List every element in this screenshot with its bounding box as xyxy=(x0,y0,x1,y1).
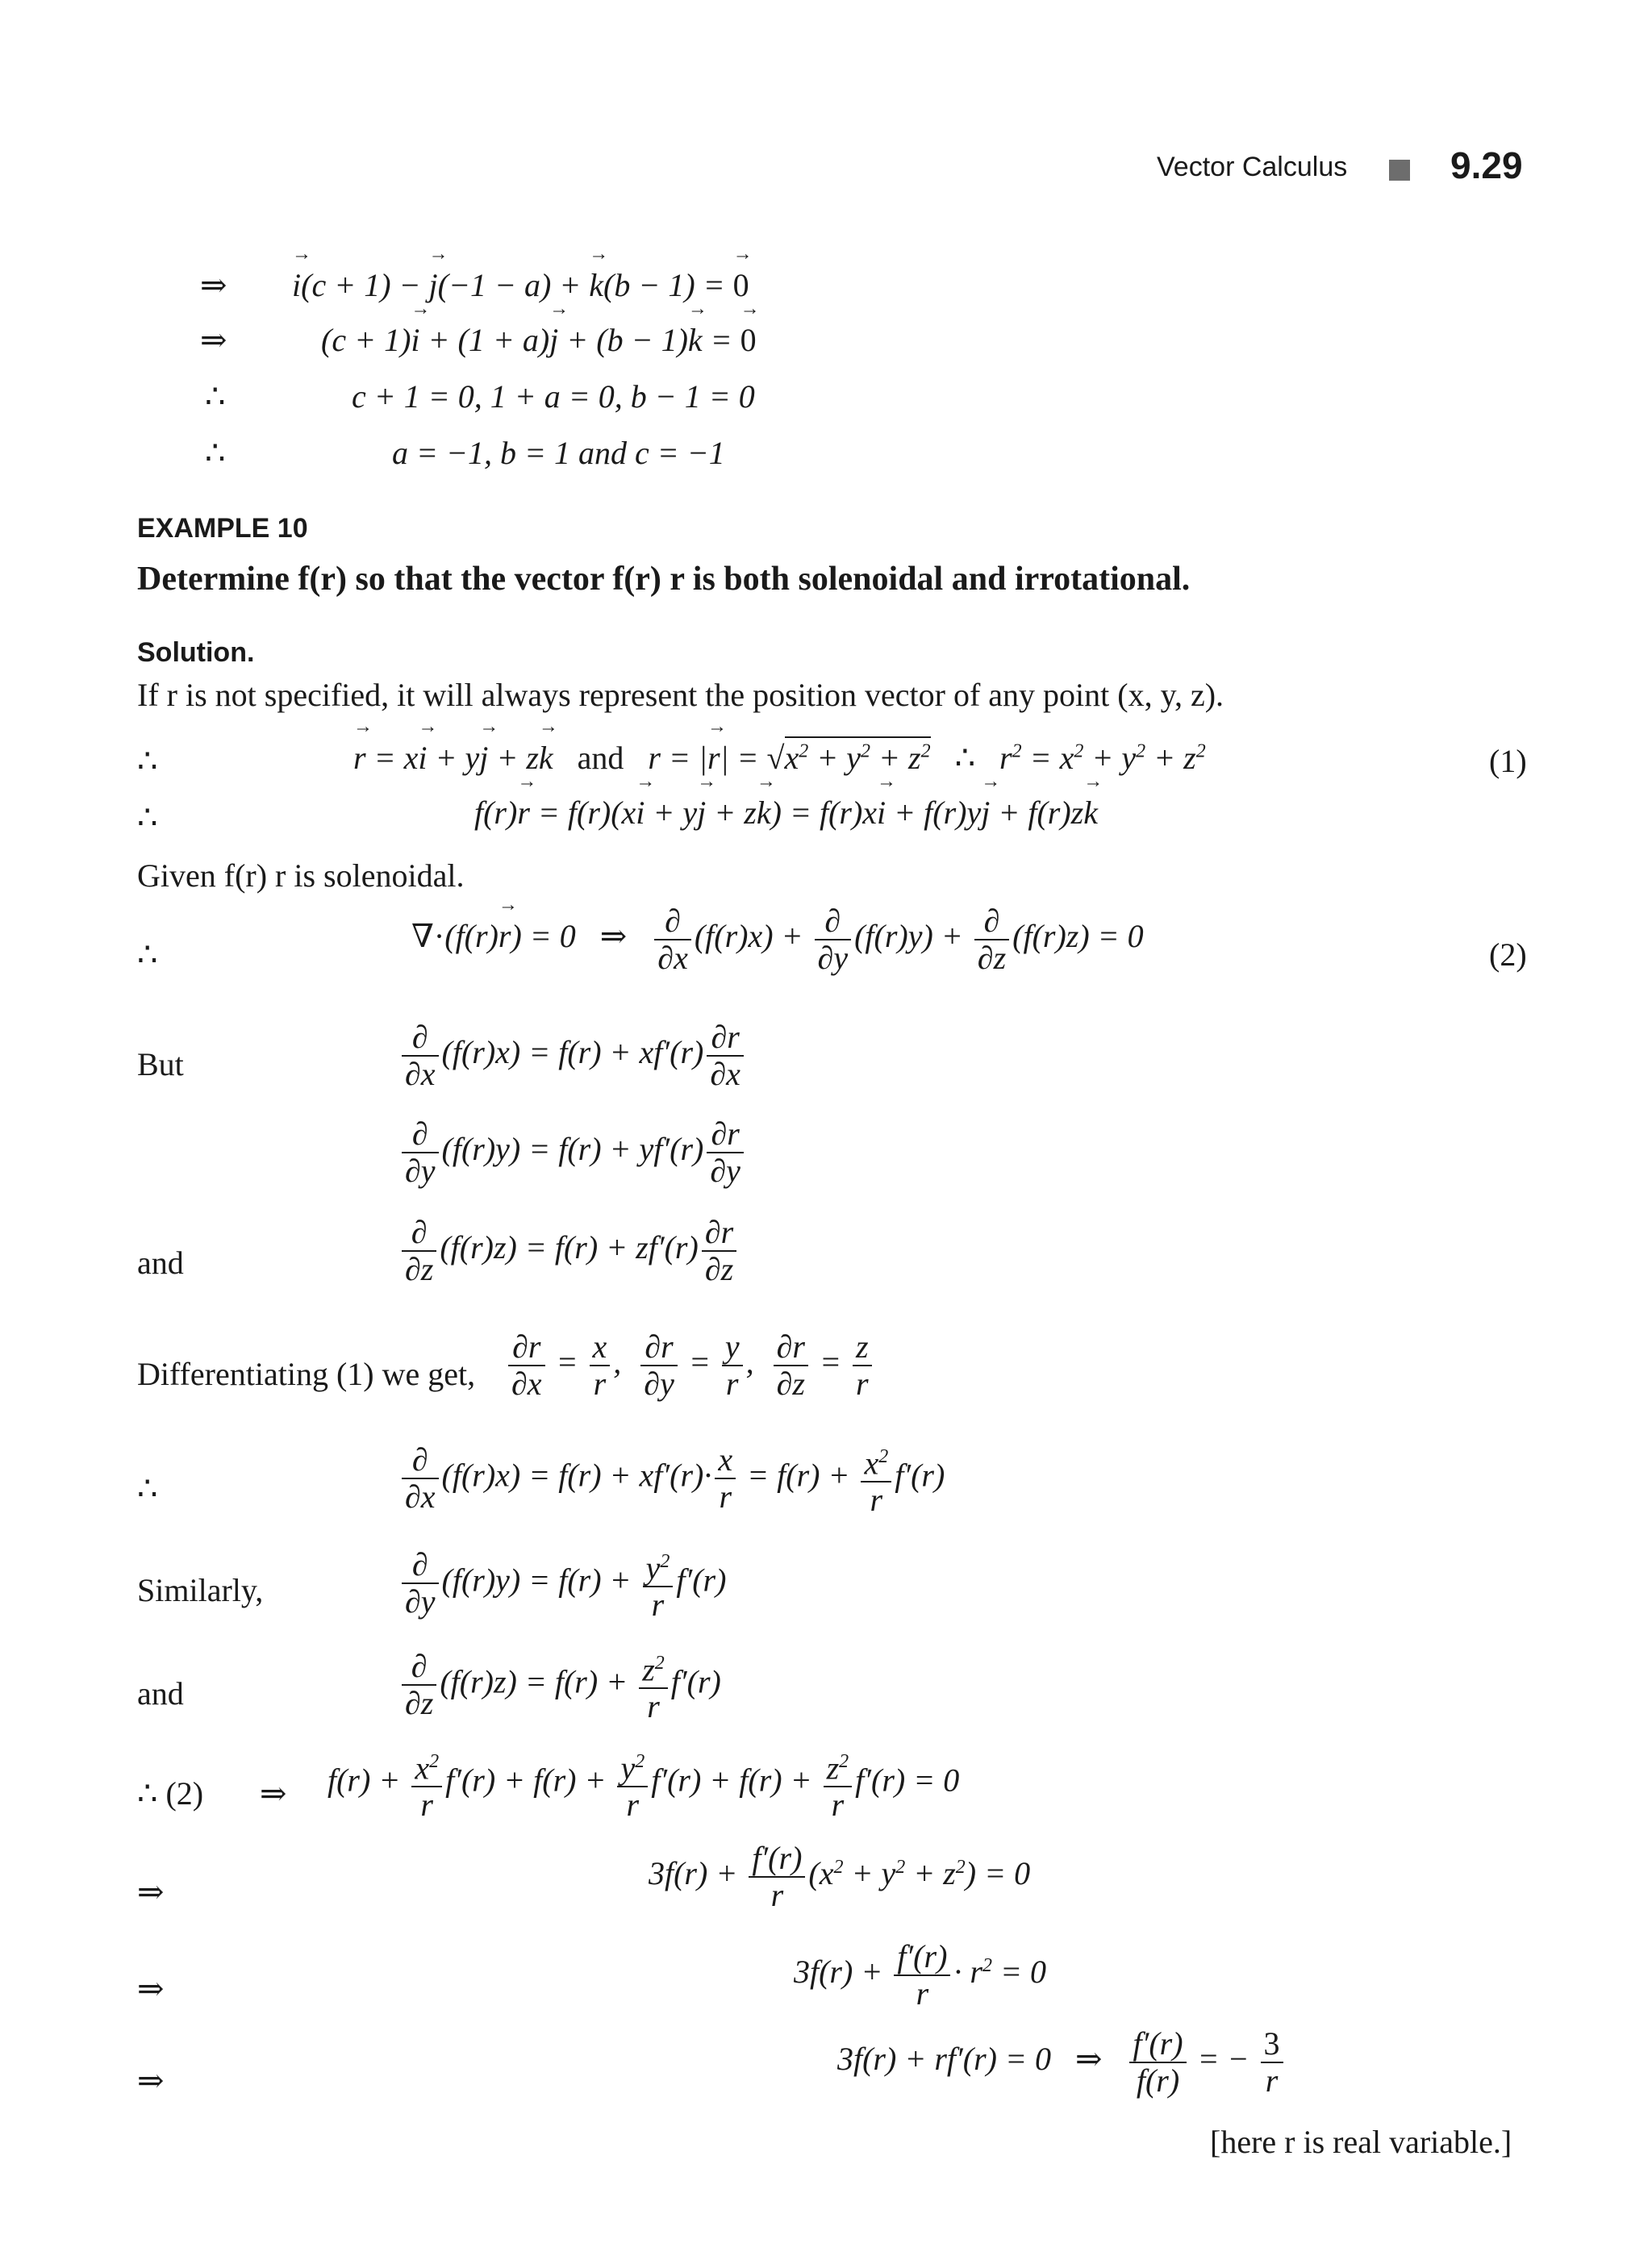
therefore-symbol: ∴ xyxy=(137,1470,158,1507)
equation-sub-y: $\frac{\partial}{\partial y}$ (f(r)y) = f(r) + $\frac{y^2}{r}$ f′(r) xyxy=(398,1544,726,1623)
and-label: and xyxy=(137,1245,184,1281)
therefore-symbol: ∴ xyxy=(137,936,158,973)
therefore-eq2-label: ∴ (2) xyxy=(137,1775,204,1812)
running-header-title: Vector Calculus xyxy=(1157,152,1348,182)
equation-expand: f(r)→ r = f(r)(x→ i + y→ j + z→ k) = f(r)x→ i + f(r)y→ j + f(r)z→ k xyxy=(474,794,1098,832)
implies-symbol: ⇒ xyxy=(137,1970,165,2007)
similarly-label: Similarly, xyxy=(137,1572,264,1608)
implies-symbol: ⇒ xyxy=(137,2062,165,2099)
equation-sum: f(r) + $\frac{x^2}{r}$ f′(r) + f(r) + $\frac{y^2}{r}$ f′(r) + f(r) + $\frac{z^2}{r}$ f′(r) = 0 xyxy=(327,1744,959,1823)
equation-partial-z: $\frac{\partial}{\partial z}$ (f(r)z) = f(r) + zf′(r) $\frac{\partial r}{\partial z}$ xyxy=(398,1215,740,1287)
implies-symbol: ⇒ xyxy=(137,1874,165,1910)
equation-r-squared: 3f(r) + $\frac{f'(r)}{r}$ · $r^2 = 0$ xyxy=(794,1938,1046,2012)
equation-sub-z: $\frac{\partial}{\partial z}$ (f(r)z) = f(r) + $\frac{z^2}{r}$ f′(r) xyxy=(398,1645,721,1724)
page-number: 9.29 xyxy=(1450,144,1523,186)
equation-line: (c + 1)→ i + (1 + a)→ j + (b − 1)→ k = → 0 xyxy=(321,321,757,359)
but-label: But xyxy=(137,1046,184,1082)
equation-number: (1) xyxy=(1489,743,1527,779)
example-statement: Determine f(r) so that the vector f(r) r is both solenoidal and irrotational. xyxy=(137,561,1191,598)
solution-label: Solution. xyxy=(137,637,255,668)
and-label: and xyxy=(137,1675,184,1712)
equation-position-vector: → r = x→ i + y→ j + z→ k and r = |→ $r| = √x^2 + y^2 + z^2$ ∴ $r^2 = x^2 + y^2 + z^2$ xyxy=(353,739,1206,777)
equation-final: 3f(r) + rf′(r) = 0 ⇒ $\frac{f'(r)}{f(r)}$ = − $\frac{3}{r}$ xyxy=(837,2026,1287,2099)
header-separator-square xyxy=(1389,160,1410,181)
equation-partials-r: $\frac{\partial r}{\partial x}$ = $\frac{x}{r}$ , $\frac{\partial r}{\partial y}$ = $\frac{y}{r}$ , $\frac{\partial r}{\partial z}$ = $\frac{z}{r}$ xyxy=(505,1329,875,1402)
implies-symbol: ⇒ xyxy=(260,1775,287,1812)
example-label: EXAMPLE 10 xyxy=(137,513,308,544)
therefore-symbol: ∴ xyxy=(205,378,226,415)
equation-line: c + 1 = 0, 1 + a = 0, b − 1 = 0 xyxy=(352,378,755,415)
therefore-symbol: ∴ xyxy=(205,435,226,471)
note-real-variable: [here r is real variable.] xyxy=(1210,2124,1512,2160)
implies-symbol: ⇒ xyxy=(200,322,227,358)
equation-sub-x: $\frac{\partial}{\partial x}$ (f(r)x) = f(r) + xf′(r)· $\frac{x}{r}$ = f(r) + $\frac{x^2}{r}$ f′(r) xyxy=(398,1439,945,1518)
therefore-symbol: ∴ xyxy=(137,799,158,836)
equation-partial-x: $\frac{\partial}{\partial x}$ (f(r)x) = f(r) + xf′(r) $\frac{\partial r}{\partial x}$ xyxy=(398,1020,747,1092)
therefore-symbol: ∴ xyxy=(137,743,158,779)
equation-line: → i(c + 1) − → j(−1 − a) + → k(b − 1) = → 0 xyxy=(292,266,749,304)
differentiating-label: Differentiating (1) we get, xyxy=(137,1356,476,1392)
solution-intro: If r is not specified, it will always represent the position vector of any point (x, y, z). xyxy=(137,677,1224,713)
equation-combined: 3f(r) + $\frac{f'(r)}{r}$ $(x^2 + y^2 + z^2) = 0$ xyxy=(649,1840,1031,1913)
implies-symbol: ⇒ xyxy=(200,267,227,303)
equation-partial-y: $\frac{\partial}{\partial y}$ (f(r)y) = f(r) + yf′(r) $\frac{\partial r}{\partial y}$ xyxy=(398,1116,747,1189)
equation-number: (2) xyxy=(1489,936,1527,973)
equation-line: a = −1, b = 1 and c = −1 xyxy=(392,435,725,471)
given-line: Given f(r) r is solenoidal. xyxy=(137,857,465,894)
equation-divergence: ∇·(f(r)→ r) = 0 ⇒ $\frac{\partial}{\partial x}$ (f(r)x) + $\frac{\partial}{\partial y}$ (f(r)y) + $\frac{\partial}{\partial z}$ (f(r)z) = 0 xyxy=(411,903,1144,976)
